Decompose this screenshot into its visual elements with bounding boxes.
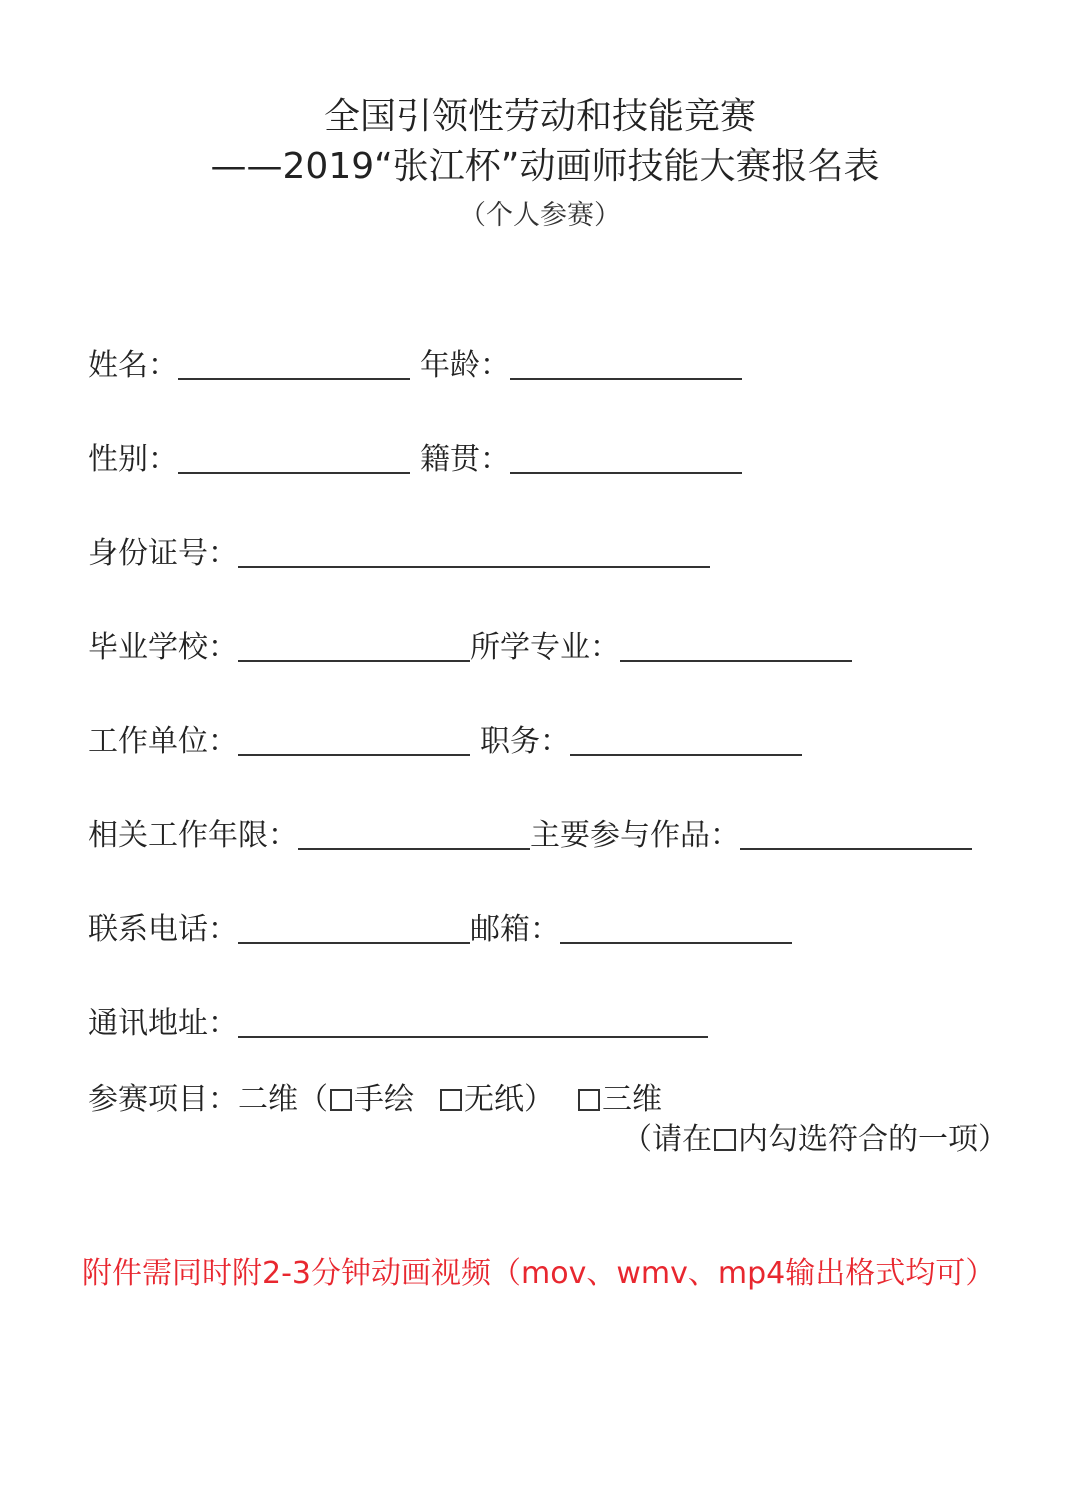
row-id-number [88,534,710,574]
checkbox-sample-icon [714,1129,736,1151]
note-prefix: （请在 [622,1122,712,1157]
years-field[interactable] [298,818,530,850]
paperless-label: 无纸 [464,1082,524,1117]
two-d-label: 二维（ [238,1082,328,1117]
category-label: 参赛项目： [88,1082,238,1117]
position-field[interactable] [570,724,802,756]
email-label: 邮箱： [470,912,560,947]
school-field[interactable] [238,630,470,662]
row-category [88,1080,662,1120]
phone-label: 联系电话： [88,912,238,947]
phone-field[interactable] [238,912,470,944]
row-gender-hometown [88,440,742,480]
row-employer-position [88,722,802,762]
row-school-major [88,628,852,668]
attachment-note: 附件需同时附2-3分钟动画视频（mov、wmv、mp4输出格式均可） [82,1256,996,1291]
paperless-checkbox[interactable] [440,1089,462,1111]
address-field[interactable] [238,1006,708,1038]
id-number-field[interactable] [238,536,710,568]
name-field[interactable] [178,348,410,380]
major-field[interactable] [620,630,852,662]
row-address [88,1004,708,1044]
hand-drawn-checkbox[interactable] [330,1089,352,1111]
gender-field[interactable] [178,442,410,474]
row-years-works [88,816,972,856]
school-label: 毕业学校： [88,630,238,665]
id-number-label: 身份证号： [88,536,238,571]
email-field[interactable] [560,912,792,944]
position-label: 职务： [480,724,570,759]
major-label: 所学专业： [470,630,620,665]
address-label: 通讯地址： [88,1006,238,1041]
employer-label: 工作单位： [88,724,238,759]
form-subtitle-event: ——2019“张江杯”动画师技能大赛报名表 [210,146,880,187]
two-d-close: ） [524,1082,554,1117]
note-suffix: 内勾选符合的一项） [738,1122,1008,1157]
gender-label: 性别： [88,442,178,477]
hometown-field[interactable] [510,442,742,474]
hometown-label: 籍贯： [420,442,510,477]
name-label: 姓名： [88,348,178,383]
three-d-checkbox[interactable] [578,1089,600,1111]
row-name-age [88,346,742,386]
title-block [0,92,1080,238]
employer-field[interactable] [238,724,470,756]
age-label: 年龄： [420,348,510,383]
checkbox-instruction [622,1120,1008,1160]
participation-type: （个人参赛） [459,200,621,231]
works-field[interactable] [740,818,972,850]
three-d-label: 三维 [602,1082,662,1117]
hand-drawn-label: 手绘 [354,1082,414,1117]
works-label: 主要参与作品： [530,818,740,853]
row-phone-email [88,910,792,950]
age-field[interactable] [510,348,742,380]
form-title: 全国引领性劳动和技能竞赛 [323,96,756,137]
years-label: 相关工作年限： [88,818,298,853]
